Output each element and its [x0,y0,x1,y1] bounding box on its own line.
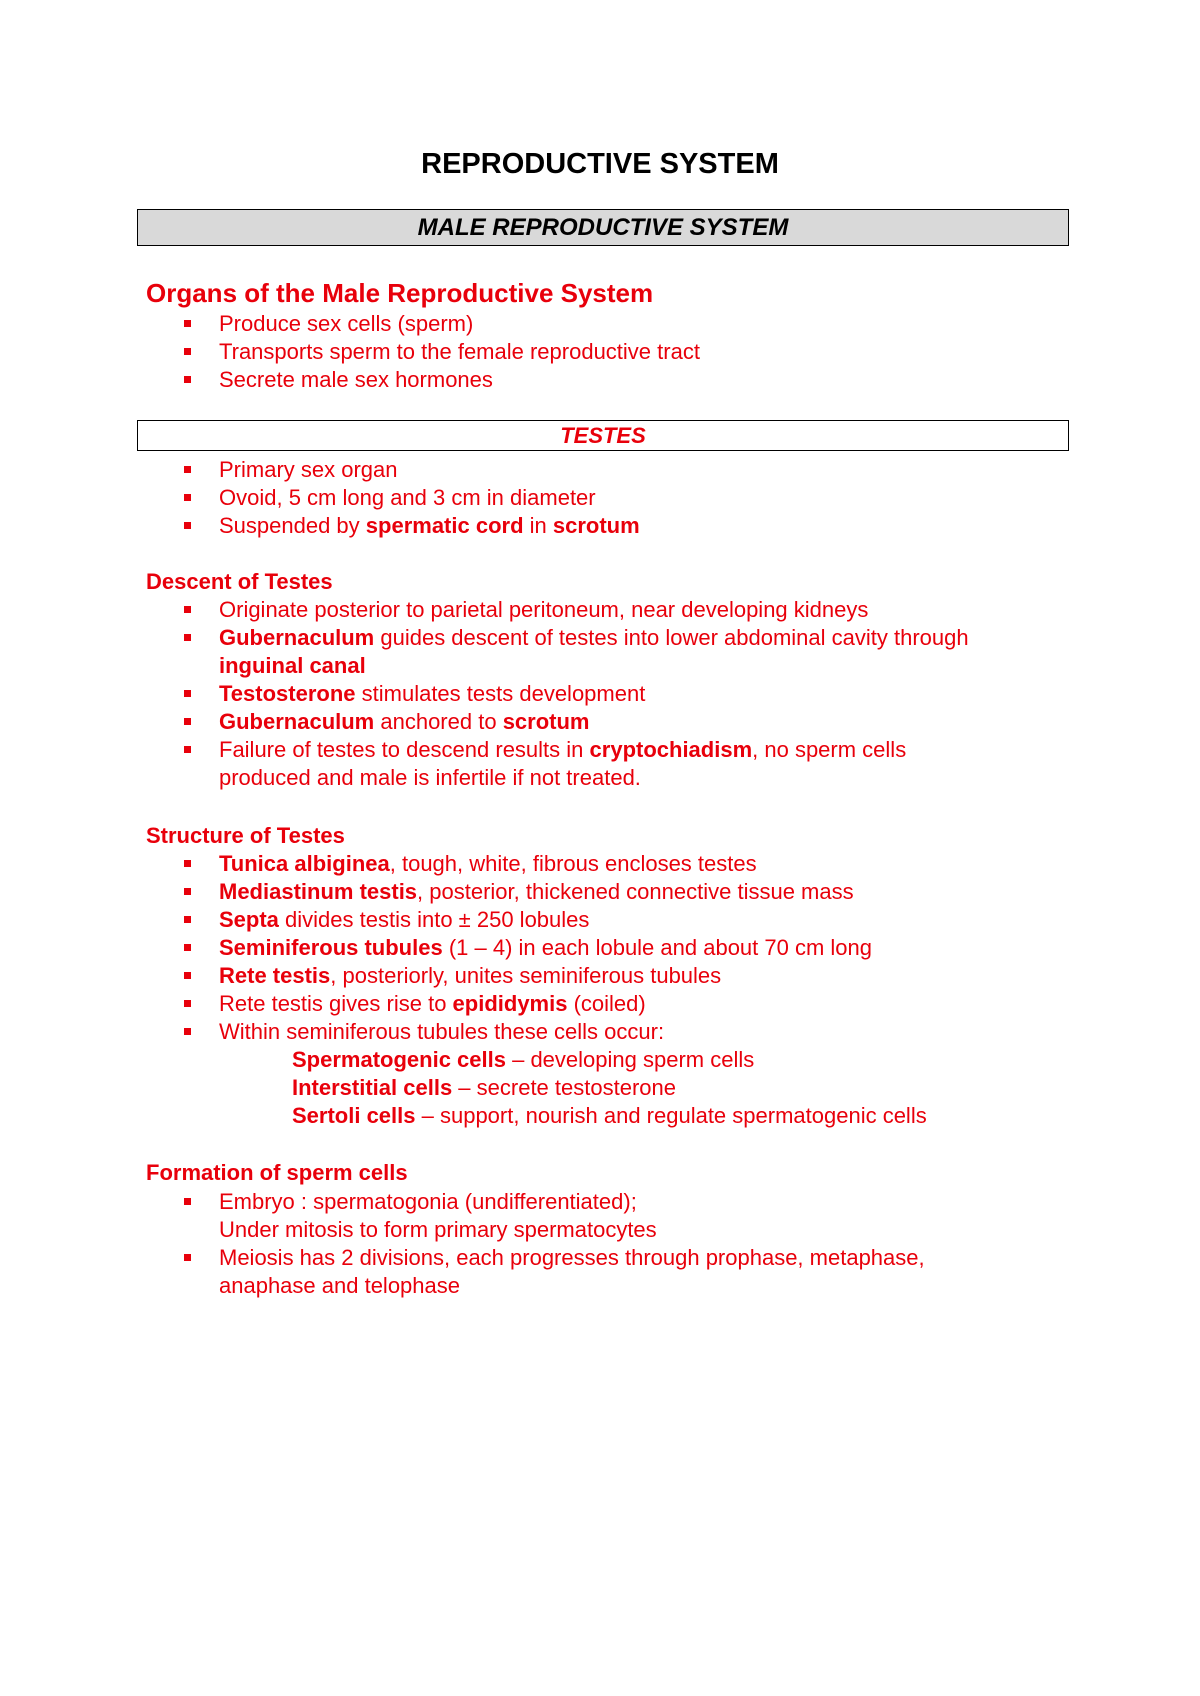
formation-list [0,1188,1200,1300]
list-item: Originate posterior to parietal peritoneum, near developing kidneys [0,596,1079,624]
testes-banner: TESTES [137,420,1069,451]
list-item: Failure of testes to descend results in cryptochiadism, no sperm cells produced and male is infertile if not treated. [0,736,1079,792]
bullet-icon [184,494,191,501]
bullet-icon [184,376,191,383]
list-item: Meiosis has 2 divisions, each progresses through prophase, metaphase, anaphase and telophase [0,1244,1079,1300]
list-item: Seminiferous tubules (1 – 4) in each lobule and about 70 cm long [0,934,1079,962]
bullet-icon [184,348,191,355]
bullet-icon [184,320,191,327]
list-item: Rete testis, posteriorly, unites seminiferous tubules [0,962,1079,990]
list-item: Embryo : spermatogonia (undifferentiated); Under mitosis to form primary spermatocytes [0,1188,1079,1244]
bullet-icon [184,606,191,613]
list-item: Ovoid, 5 cm long and 3 cm in diameter [0,484,1079,512]
list-item: Gubernaculum anchored to scrotum [0,708,1079,736]
cell-type-item: Interstitial cells – secrete testosterone [292,1075,676,1100]
bullet-icon [184,466,191,473]
organs-list [0,310,1200,394]
list-item: Secrete male sex hormones [0,366,1079,394]
bullet-icon [184,1198,191,1205]
structure-heading: Structure of Testes [146,823,345,848]
descent-heading: Descent of Testes [146,569,333,594]
list-item: Rete testis gives rise to epididymis (coiled) [0,990,1079,1018]
bullet-icon [184,746,191,753]
testes-list [0,456,1200,540]
cell-type-item: Spermatogenic cells – developing sperm cells [292,1047,755,1072]
list-item: Transports sperm to the female reproductive tract [0,338,1079,366]
list-item: Tunica albiginea, tough, white, fibrous encloses testes [0,850,1079,878]
cell-types-list [292,1046,927,1130]
formation-heading: Formation of sperm cells [146,1160,408,1185]
bullet-icon [184,634,191,641]
list-item: Suspended by spermatic cord in scrotum [0,512,1079,540]
list-item: Gubernaculum guides descent of testes into lower abdominal cavity through inguinal canal [0,624,1079,680]
bullet-icon [184,522,191,529]
bullet-icon [184,690,191,697]
bullet-icon [184,916,191,923]
bullet-icon [184,1000,191,1007]
male-reproductive-banner: MALE REPRODUCTIVE SYSTEM [137,209,1069,246]
bullet-icon [184,1254,191,1261]
bullet-icon [184,1028,191,1035]
bullet-icon [184,718,191,725]
list-item: Testosterone stimulates tests development [0,680,1079,708]
bullet-icon [184,888,191,895]
structure-list [0,850,1200,1046]
list-item: Within seminiferous tubules these cells occur: [0,1018,1079,1046]
list-item: Mediastinum testis, posterior, thickened connective tissue mass [0,878,1079,906]
bullet-icon [184,944,191,951]
organs-heading: Organs of the Male Reproductive System [146,278,654,308]
descent-list [0,596,1200,792]
bullet-icon [184,972,191,979]
list-item: Primary sex organ [0,456,1079,484]
document-title: REPRODUCTIVE SYSTEM [421,148,779,180]
bullet-icon [184,860,191,867]
list-item: Produce sex cells (sperm) [0,310,1079,338]
list-item: Septa divides testis into ± 250 lobules [0,906,1079,934]
cell-type-item: Sertoli cells – support, nourish and regulate spermatogenic cells [292,1103,927,1128]
